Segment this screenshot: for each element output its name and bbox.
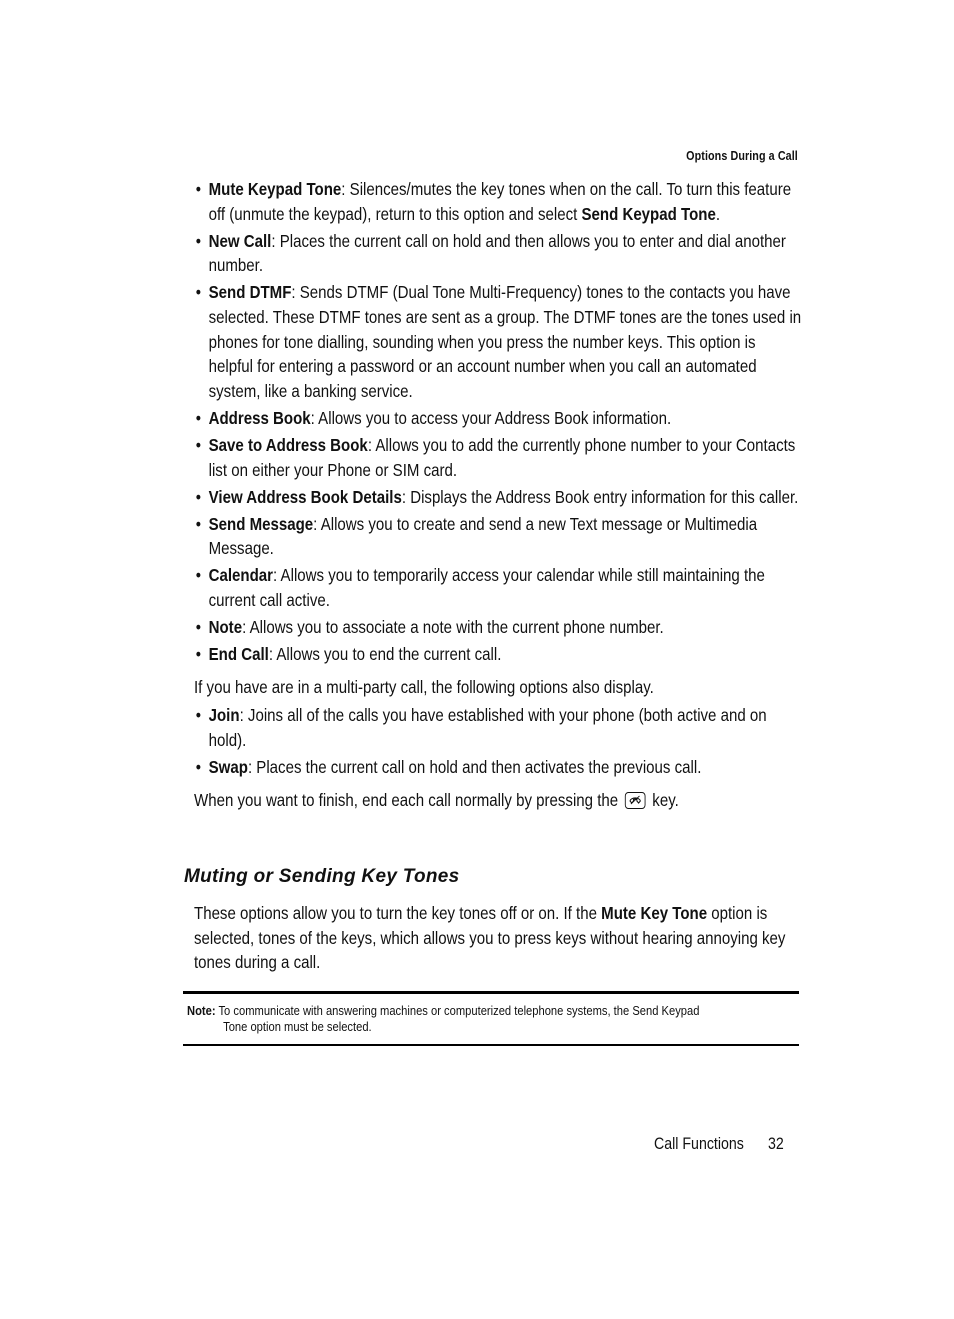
note-box bbox=[183, 991, 799, 1046]
finish-text: When you want to finish, end each call normally by pressing the bbox=[194, 789, 623, 810]
note-line: To communicate with answering machines or computerized telephone systems, the Send Keypad bbox=[215, 1003, 700, 1018]
options-list bbox=[194, 177, 804, 816]
note-label: Note: bbox=[187, 1003, 216, 1018]
item-text: : Places the current call on hold and then activates the previous call. bbox=[247, 757, 702, 778]
list-item: • Save to Address Book: Allows you to add the currently phone number to your Contacts list on either your Phone or SIM card. bbox=[195, 434, 796, 480]
section-text: These options allow you to turn the key tones off or on. If the bbox=[194, 903, 602, 923]
item-term: End Call bbox=[208, 644, 269, 665]
end-call-key-icon bbox=[625, 792, 646, 809]
page-number: 32 bbox=[767, 1135, 784, 1153]
item-text: : Displays the Address Book entry information for this caller. bbox=[401, 486, 799, 507]
list-item: • Send Message: Allows you to create and send a new Text message or Multimedia Message. bbox=[195, 513, 758, 559]
list-item: • Swap: Places the current call on hold and then activates the previous call. bbox=[195, 757, 702, 778]
page-footer bbox=[654, 1135, 784, 1154]
item-term: Calendar bbox=[208, 565, 274, 586]
list-item: • Join: Joins all of the calls you have established with your phone (both active and on hold). bbox=[195, 705, 767, 750]
running-header: Options During a Call bbox=[686, 149, 798, 163]
item-term: Send DTMF bbox=[208, 282, 292, 303]
list-item: • Mute Keypad Tone: Silences/mutes the key tones when on the call. To turn this feature off (unmute the keypad), return to this option and select Send Keypad Tone. bbox=[195, 179, 792, 224]
footer-chapter: Call Functions bbox=[654, 1135, 744, 1153]
item-term: Address Book bbox=[208, 407, 311, 428]
item-text: : Allows you to add the currently phone number to your Contacts list on either your Phone or SIM card. bbox=[208, 434, 796, 480]
item-term: Send Message bbox=[208, 513, 314, 534]
list-item: • Send DTMF: Sends DTMF (Dual Tone Multi-Frequency) tones to the contacts you have selected. These DTMF tones are sent as a group. The DTMF tones are the tones used in phones for tone dialling, sounding when you press the number keys. This option is helpful for entering a password or an account number when you call an automated system, like a banking service. bbox=[195, 282, 802, 401]
item-text: : Joins all of the calls you have established with your phone (both active and on hold). bbox=[208, 705, 767, 750]
list-item: • Calendar: Allows you to temporarily access your calendar while still maintaining the current call active. bbox=[195, 565, 765, 610]
item-text: : Allows you to end the current call. bbox=[268, 644, 502, 665]
item-term: New Call bbox=[208, 230, 272, 251]
list-item: • View Address Book Details: Displays the Address Book entry information for this caller. bbox=[195, 486, 799, 507]
section-text: option is selected, tones of the keys, which allows you to press keys without hearing annoying key tones during a call. bbox=[194, 903, 786, 973]
list-item: • End Call: Allows you to end the current call. bbox=[195, 644, 502, 665]
finish-instruction bbox=[194, 788, 803, 813]
section-term: Mute Key Tone bbox=[601, 903, 708, 923]
item-text: : Places the current call on hold and then allows you to enter and dial another number. bbox=[208, 230, 786, 276]
item-term: Join bbox=[208, 705, 240, 726]
section-body bbox=[194, 901, 804, 975]
item-text: : Allows you to associate a note with the current phone number. bbox=[242, 617, 664, 638]
item-term: Note bbox=[208, 617, 243, 638]
item-text: : Allows you to create and send a new Text message or Multimedia Message. bbox=[208, 513, 758, 559]
item-text: : Sends DTMF (Dual Tone Multi-Frequency) tones to the contacts you have selected. These DTMF tones are sent as a group. The DTMF tones are the tones used in phones for tone dialling, sounding when you press the number keys. This option is helpful for entering a password or an account number when you call an automated system, like a banking service. bbox=[208, 282, 802, 401]
item-term: Swap bbox=[208, 757, 248, 778]
item-text: : Silences/mutes the key tones when on the call. To turn this feature off (unmute the keypad), return to this option and select bbox=[208, 179, 792, 224]
multiparty-intro: If you have are in a multi-party call, the following options also display. bbox=[194, 676, 654, 697]
item-text: : Allows you to access your Address Book information. bbox=[310, 407, 672, 428]
list-item: • Note: Allows you to associate a note with the current phone number. bbox=[195, 617, 664, 638]
item-text: . bbox=[715, 203, 721, 224]
item-term: Send Keypad Tone bbox=[581, 203, 716, 224]
item-text: : Allows you to temporarily access your calendar while still maintaining the current call active. bbox=[208, 565, 765, 610]
note-text bbox=[187, 1003, 789, 1034]
item-term: Mute Keypad Tone bbox=[208, 179, 342, 199]
note-line: Tone option must be selected. bbox=[223, 1018, 372, 1034]
section-heading: Muting or Sending Key Tones bbox=[184, 866, 460, 887]
item-term: View Address Book Details bbox=[208, 486, 402, 507]
item-term: Save to Address Book bbox=[208, 434, 368, 455]
list-item: • Address Book: Allows you to access your Address Book information. bbox=[195, 407, 672, 428]
list-item: • New Call: Places the current call on hold and then allows you to enter and dial another number. bbox=[195, 230, 786, 276]
finish-text: key. bbox=[648, 789, 679, 810]
